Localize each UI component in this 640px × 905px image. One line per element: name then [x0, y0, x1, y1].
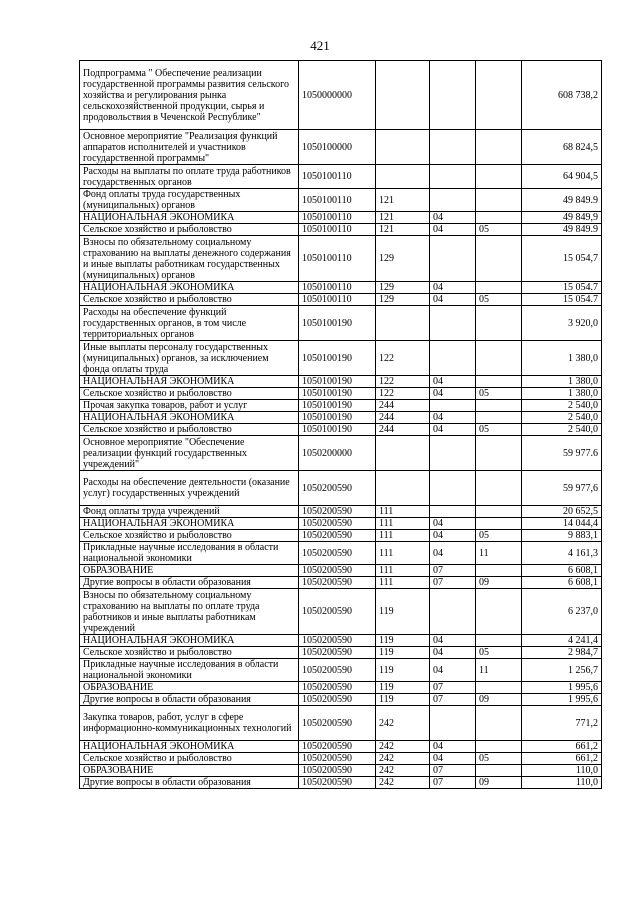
- section-cell: [430, 471, 476, 506]
- amount-cell: 661,2: [522, 741, 602, 753]
- section-cell: [430, 165, 476, 189]
- subsection-cell: [476, 412, 522, 424]
- table-row: [80, 306, 602, 341]
- section-cell: 07: [430, 765, 476, 777]
- budget-name-cell: Иные выплаты персоналу государственных (муниципальных) органов, за исключением фонда оплаты труда: [80, 341, 299, 376]
- subsection-cell: 05: [476, 753, 522, 765]
- budget-name-cell: Сельское хозяйство и рыболовство: [80, 424, 299, 436]
- table-row: [80, 212, 602, 224]
- expense-type-cell: 244: [376, 400, 430, 412]
- table-row: [80, 424, 602, 436]
- amount-cell: 9 883,1: [522, 530, 602, 542]
- target-code-cell: 1050100190: [299, 400, 376, 412]
- target-code-cell: 1050100110: [299, 236, 376, 282]
- table-row: [80, 753, 602, 765]
- expense-type-cell: 119: [376, 635, 430, 647]
- target-code-cell: 1050200590: [299, 682, 376, 694]
- amount-cell: 2 540,0: [522, 400, 602, 412]
- target-code-cell: 1050200590: [299, 506, 376, 518]
- expense-type-cell: 111: [376, 577, 430, 589]
- expense-type-cell: 242: [376, 765, 430, 777]
- expense-type-cell: [376, 436, 430, 471]
- section-cell: [430, 341, 476, 376]
- table-row: [80, 777, 602, 789]
- target-code-cell: 1050200590: [299, 706, 376, 741]
- subsection-cell: [476, 682, 522, 694]
- subsection-cell: 05: [476, 224, 522, 236]
- section-cell: 04: [430, 753, 476, 765]
- section-cell: [430, 236, 476, 282]
- target-code-cell: 1050200590: [299, 647, 376, 659]
- section-cell: 07: [430, 682, 476, 694]
- section-cell: 04: [430, 224, 476, 236]
- table-row: [80, 506, 602, 518]
- amount-cell: 2 984,7: [522, 647, 602, 659]
- target-code-cell: 1050100110: [299, 165, 376, 189]
- section-cell: 04: [430, 376, 476, 388]
- amount-cell: 661,2: [522, 753, 602, 765]
- subsection-cell: [476, 306, 522, 341]
- expense-type-cell: 119: [376, 694, 430, 706]
- target-code-cell: 1050200590: [299, 542, 376, 565]
- budget-name-cell: Другие вопросы в области образования: [80, 694, 299, 706]
- target-code-cell: 1050200590: [299, 753, 376, 765]
- target-code-cell: 1050100190: [299, 376, 376, 388]
- section-cell: 04: [430, 741, 476, 753]
- section-cell: 07: [430, 565, 476, 577]
- expense-type-cell: 122: [376, 388, 430, 400]
- subsection-cell: 05: [476, 294, 522, 306]
- subsection-cell: [476, 765, 522, 777]
- budget-name-cell: ОБРАЗОВАНИЕ: [80, 565, 299, 577]
- budget-name-cell: НАЦИОНАЛЬНАЯ ЭКОНОМИКА: [80, 741, 299, 753]
- amount-cell: 110,0: [522, 777, 602, 789]
- budget-name-cell: Взносы по обязательному социальному страхованию на выплаты по оплате труда работников и иные выплаты работникам учреждений: [80, 589, 299, 635]
- subsection-cell: 11: [476, 542, 522, 565]
- subsection-cell: 09: [476, 694, 522, 706]
- amount-cell: 64 904,5: [522, 165, 602, 189]
- expense-type-cell: 242: [376, 753, 430, 765]
- table-row: [80, 706, 602, 741]
- table-row: [80, 224, 602, 236]
- target-code-cell: 1050200590: [299, 577, 376, 589]
- section-cell: [430, 61, 476, 130]
- amount-cell: 68 824,5: [522, 130, 602, 165]
- budget-name-cell: Прочая закупка товаров, работ и услуг: [80, 400, 299, 412]
- table-row: [80, 388, 602, 400]
- subsection-cell: 05: [476, 647, 522, 659]
- table-row: [80, 412, 602, 424]
- subsection-cell: 05: [476, 388, 522, 400]
- budget-name-cell: Основное мероприятие "Обеспечение реализации функций государственных учреждений": [80, 436, 299, 471]
- budget-name-cell: НАЦИОНАЛЬНАЯ ЭКОНОМИКА: [80, 412, 299, 424]
- expense-type-cell: 119: [376, 647, 430, 659]
- budget-name-cell: ОБРАЗОВАНИЕ: [80, 682, 299, 694]
- table-row: [80, 682, 602, 694]
- target-code-cell: 1050200590: [299, 741, 376, 753]
- budget-table: [79, 60, 602, 789]
- section-cell: [430, 189, 476, 212]
- amount-cell: 1 995,6: [522, 694, 602, 706]
- budget-name-cell: Прикладные научные исследования в области национальной экономики: [80, 542, 299, 565]
- budget-name-cell: Сельское хозяйство и рыболовство: [80, 294, 299, 306]
- budget-name-cell: Другие вопросы в области образования: [80, 577, 299, 589]
- table-row: [80, 400, 602, 412]
- table-row: [80, 189, 602, 212]
- expense-type-cell: [376, 61, 430, 130]
- budget-name-cell: Другие вопросы в области образования: [80, 777, 299, 789]
- expense-type-cell: 121: [376, 212, 430, 224]
- section-cell: 04: [430, 412, 476, 424]
- budget-name-cell: НАЦИОНАЛЬНАЯ ЭКОНОМИКА: [80, 635, 299, 647]
- expense-type-cell: 121: [376, 189, 430, 212]
- expense-type-cell: 111: [376, 518, 430, 530]
- target-code-cell: 1050200590: [299, 518, 376, 530]
- budget-name-cell: Сельское хозяйство и рыболовство: [80, 388, 299, 400]
- table-row: [80, 635, 602, 647]
- section-cell: 04: [430, 659, 476, 682]
- subsection-cell: [476, 61, 522, 130]
- subsection-cell: [476, 706, 522, 741]
- subsection-cell: [476, 189, 522, 212]
- table-row: [80, 577, 602, 589]
- subsection-cell: [476, 376, 522, 388]
- section-cell: 04: [430, 635, 476, 647]
- table-row: [80, 471, 602, 506]
- section-cell: 04: [430, 530, 476, 542]
- subsection-cell: [476, 471, 522, 506]
- amount-cell: 1 256,7: [522, 659, 602, 682]
- amount-cell: 1 380,0: [522, 341, 602, 376]
- table-row: [80, 542, 602, 565]
- table-row: [80, 530, 602, 542]
- budget-name-cell: Основное мероприятие "Реализация функций аппаратов исполнителей и участников государственной программы": [80, 130, 299, 165]
- subsection-cell: [476, 589, 522, 635]
- table-row: [80, 341, 602, 376]
- subsection-cell: [476, 282, 522, 294]
- subsection-cell: [476, 635, 522, 647]
- section-cell: [430, 436, 476, 471]
- amount-cell: 49 849,9: [522, 212, 602, 224]
- expense-type-cell: 129: [376, 294, 430, 306]
- target-code-cell: 1050100110: [299, 294, 376, 306]
- section-cell: 07: [430, 777, 476, 789]
- target-code-cell: 1050200590: [299, 765, 376, 777]
- target-code-cell: 1050100110: [299, 282, 376, 294]
- section-cell: 04: [430, 212, 476, 224]
- amount-cell: 59 977.6: [522, 436, 602, 471]
- amount-cell: 6 237,0: [522, 589, 602, 635]
- expense-type-cell: 119: [376, 589, 430, 635]
- section-cell: 04: [430, 294, 476, 306]
- target-code-cell: 1050100190: [299, 412, 376, 424]
- table-row: [80, 282, 602, 294]
- amount-cell: 2 540,0: [522, 424, 602, 436]
- expense-type-cell: 121: [376, 224, 430, 236]
- amount-cell: 110,0: [522, 765, 602, 777]
- expense-type-cell: [376, 165, 430, 189]
- amount-cell: 15 054.7: [522, 282, 602, 294]
- expense-type-cell: [376, 471, 430, 506]
- table-row: [80, 165, 602, 189]
- table-row: [80, 436, 602, 471]
- table-row: [80, 589, 602, 635]
- expense-type-cell: 129: [376, 236, 430, 282]
- section-cell: 07: [430, 694, 476, 706]
- amount-cell: 49 849.9: [522, 224, 602, 236]
- amount-cell: 608 738,2: [522, 61, 602, 130]
- budget-name-cell: Расходы на обеспечение функций государственных органов, в том числе территориальных органов: [80, 306, 299, 341]
- budget-name-cell: Фонд оплаты труда государственных (муниципальных) органов: [80, 189, 299, 212]
- budget-name-cell: Фонд оплаты труда учреждений: [80, 506, 299, 518]
- section-cell: [430, 506, 476, 518]
- section-cell: [430, 306, 476, 341]
- subsection-cell: 05: [476, 424, 522, 436]
- subsection-cell: 11: [476, 659, 522, 682]
- amount-cell: 49 849.9: [522, 189, 602, 212]
- table-row: [80, 518, 602, 530]
- amount-cell: 15 054,7: [522, 236, 602, 282]
- target-code-cell: 1050100110: [299, 212, 376, 224]
- subsection-cell: [476, 518, 522, 530]
- section-cell: [430, 589, 476, 635]
- expense-type-cell: 111: [376, 565, 430, 577]
- expense-type-cell: 242: [376, 777, 430, 789]
- section-cell: 07: [430, 577, 476, 589]
- budget-name-cell: Сельское хозяйство и рыболовство: [80, 647, 299, 659]
- target-code-cell: 1050200590: [299, 565, 376, 577]
- expense-type-cell: 242: [376, 741, 430, 753]
- subsection-cell: [476, 341, 522, 376]
- subsection-cell: [476, 565, 522, 577]
- subsection-cell: [476, 741, 522, 753]
- expense-type-cell: 244: [376, 424, 430, 436]
- subsection-cell: [476, 212, 522, 224]
- section-cell: 04: [430, 518, 476, 530]
- subsection-cell: 09: [476, 777, 522, 789]
- budget-name-cell: НАЦИОНАЛЬНАЯ ЭКОНОМИКА: [80, 282, 299, 294]
- budget-name-cell: Расходы на обеспечение деятельности (оказание услуг) государственных учреждений: [80, 471, 299, 506]
- section-cell: 04: [430, 424, 476, 436]
- target-code-cell: 1050100190: [299, 341, 376, 376]
- subsection-cell: [476, 130, 522, 165]
- amount-cell: 1 380,0: [522, 388, 602, 400]
- amount-cell: 20 652,5: [522, 506, 602, 518]
- table-row: [80, 294, 602, 306]
- table-row: [80, 236, 602, 282]
- target-code-cell: 1050100190: [299, 306, 376, 341]
- table-row: [80, 741, 602, 753]
- target-code-cell: 1050100000: [299, 130, 376, 165]
- target-code-cell: 1050100110: [299, 224, 376, 236]
- expense-type-cell: 119: [376, 659, 430, 682]
- budget-name-cell: Сельское хозяйство и рыболовство: [80, 530, 299, 542]
- subsection-cell: 05: [476, 530, 522, 542]
- expense-type-cell: 111: [376, 530, 430, 542]
- amount-cell: 4 241,4: [522, 635, 602, 647]
- target-code-cell: 1050000000: [299, 61, 376, 130]
- target-code-cell: 1050200590: [299, 530, 376, 542]
- amount-cell: 14 044,4: [522, 518, 602, 530]
- table-row: [80, 694, 602, 706]
- section-cell: 04: [430, 542, 476, 565]
- page-number: 421: [310, 38, 330, 53]
- section-cell: 04: [430, 647, 476, 659]
- budget-name-cell: НАЦИОНАЛЬНАЯ ЭКОНОМИКА: [80, 518, 299, 530]
- expense-type-cell: 129: [376, 282, 430, 294]
- amount-cell: 1 995,6: [522, 682, 602, 694]
- target-code-cell: 1050200590: [299, 589, 376, 635]
- table-row: [80, 565, 602, 577]
- budget-name-cell: ОБРАЗОВАНИЕ: [80, 765, 299, 777]
- budget-name-cell: Закупка товаров, работ, услуг в сфере информационно-коммуникационных технологий: [80, 706, 299, 741]
- section-cell: [430, 130, 476, 165]
- target-code-cell: 1050100190: [299, 388, 376, 400]
- target-code-cell: 1050200590: [299, 471, 376, 506]
- subsection-cell: [476, 436, 522, 471]
- target-code-cell: 1050100190: [299, 424, 376, 436]
- table-row: [80, 647, 602, 659]
- section-cell: [430, 400, 476, 412]
- budget-name-cell: Подпрограмма " Обеспечение реализации государственной программы развития сельского хозяйства и регулирования рынка сельскохозяйственной продукции, сырья и продовольствия в Чеченской Республике": [80, 61, 299, 130]
- expense-type-cell: 244: [376, 412, 430, 424]
- expense-type-cell: 122: [376, 341, 430, 376]
- expense-type-cell: [376, 130, 430, 165]
- subsection-cell: [476, 236, 522, 282]
- target-code-cell: 1050200590: [299, 659, 376, 682]
- section-cell: 04: [430, 388, 476, 400]
- expense-type-cell: 242: [376, 706, 430, 741]
- target-code-cell: 1050100110: [299, 189, 376, 212]
- amount-cell: 6 608,1: [522, 577, 602, 589]
- target-code-cell: 1050200000: [299, 436, 376, 471]
- section-cell: [430, 706, 476, 741]
- budget-name-cell: Сельское хозяйство и рыболовство: [80, 753, 299, 765]
- section-cell: 04: [430, 282, 476, 294]
- budget-name-cell: Сельское хозяйство и рыболовство: [80, 224, 299, 236]
- subsection-cell: [476, 506, 522, 518]
- expense-type-cell: 122: [376, 376, 430, 388]
- expense-type-cell: 111: [376, 542, 430, 565]
- target-code-cell: 1050200590: [299, 635, 376, 647]
- amount-cell: 2 540,0: [522, 412, 602, 424]
- expense-type-cell: 111: [376, 506, 430, 518]
- amount-cell: 6 608,1: [522, 565, 602, 577]
- amount-cell: 3 920,0: [522, 306, 602, 341]
- budget-table-body: [80, 61, 602, 789]
- amount-cell: 4 161,3: [522, 542, 602, 565]
- target-code-cell: 1050200590: [299, 694, 376, 706]
- budget-name-cell: НАЦИОНАЛЬНАЯ ЭКОНОМИКА: [80, 212, 299, 224]
- amount-cell: 15 054.7: [522, 294, 602, 306]
- subsection-cell: [476, 400, 522, 412]
- budget-name-cell: НАЦИОНАЛЬНАЯ ЭКОНОМИКА: [80, 376, 299, 388]
- amount-cell: 1 380,0: [522, 376, 602, 388]
- subsection-cell: 09: [476, 577, 522, 589]
- budget-name-cell: Расходы на выплаты по оплате труда работников государственных органов: [80, 165, 299, 189]
- table-row: [80, 659, 602, 682]
- table-row: [80, 765, 602, 777]
- subsection-cell: [476, 165, 522, 189]
- target-code-cell: 1050200590: [299, 777, 376, 789]
- expense-type-cell: [376, 306, 430, 341]
- table-row: [80, 376, 602, 388]
- budget-name-cell: Взносы по обязательному социальному страхованию на выплаты денежного содержания и иные выплаты работникам государственных (муниципальных) органов: [80, 236, 299, 282]
- expense-type-cell: 119: [376, 682, 430, 694]
- table-row: [80, 61, 602, 130]
- table-row: [80, 130, 602, 165]
- amount-cell: 771,2: [522, 706, 602, 741]
- budget-name-cell: Прикладные научные исследования в области национальной экономики: [80, 659, 299, 682]
- amount-cell: 59 977,6: [522, 471, 602, 506]
